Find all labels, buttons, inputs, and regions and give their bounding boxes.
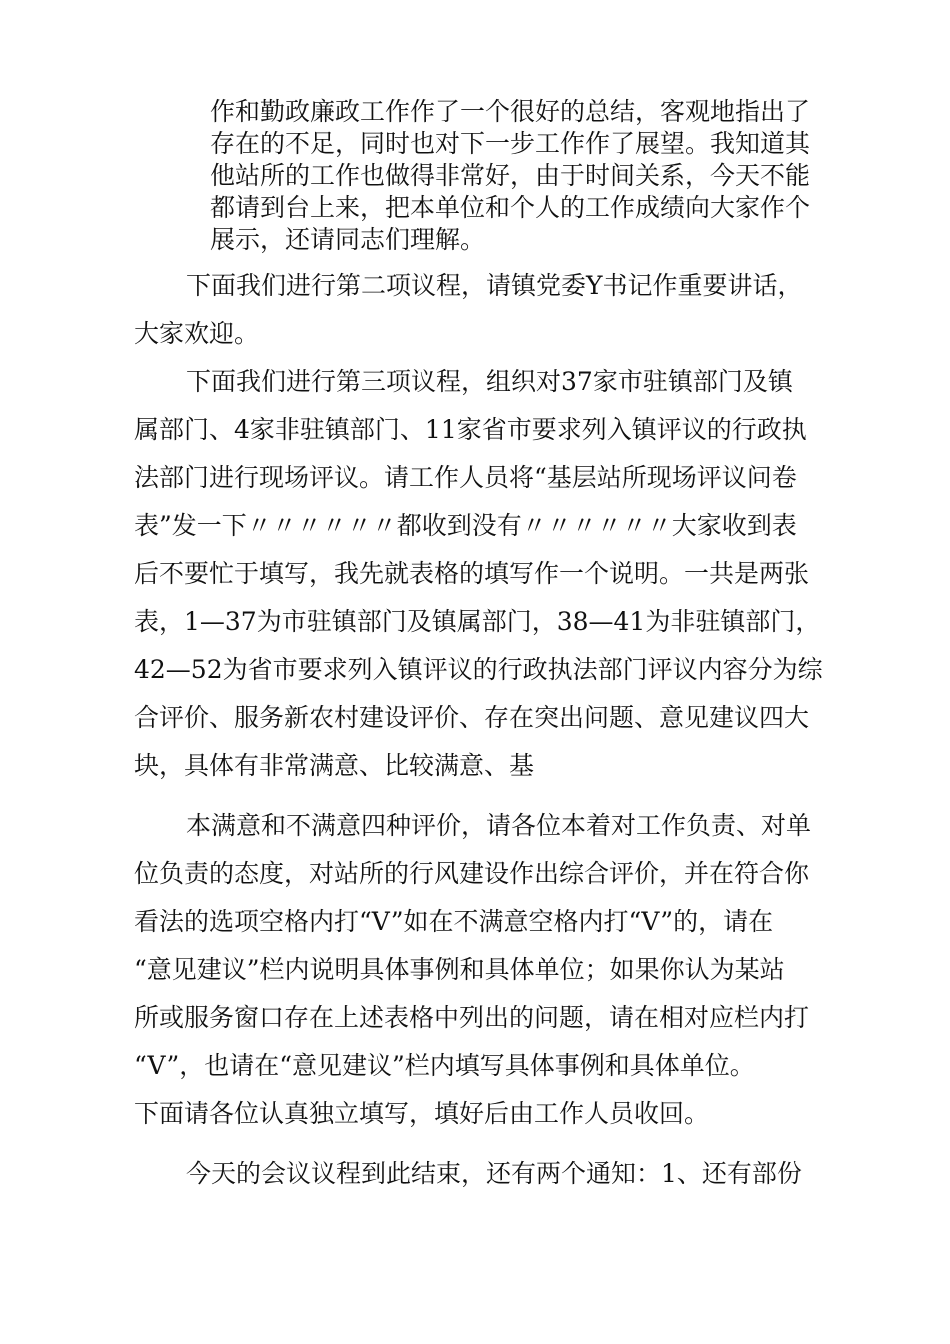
indented-quote-block	[210, 96, 830, 256]
quote-line: 他站所的工作也做得非常好，由于时间关系，今天不能	[210, 161, 811, 190]
paragraph-line: 看法的选项空格内打“V”如在不满意空格内打“V”的，请在	[134, 907, 774, 936]
quote-line: 作和勤政廉政工作作了一个很好的总结，客观地指出了	[210, 97, 811, 126]
paragraph-line: 表，1—37为市驻镇部门及镇属部门，38—41为非驻镇部门，	[134, 607, 821, 636]
paragraph-line: 今天的会议议程到此结束，还有两个通知：1、还有部份	[186, 1159, 802, 1188]
paragraph-second-agenda	[134, 262, 834, 358]
paragraph-line: 表”发一下〃〃〃〃〃〃都收到没有〃〃〃〃〃〃大家收到表	[134, 511, 797, 540]
paragraph-third-agenda	[134, 358, 834, 790]
paragraph-line: 下面我们进行第三项议程，组织对37家市驻镇部门及镇	[186, 367, 793, 396]
quote-line: 都请到台上来，把本单位和个人的工作成绩向大家作个	[210, 193, 811, 222]
quote-line: 存在的不足，同时也对下一步工作作了展望。我知道其	[210, 129, 811, 158]
paragraph-line: 大家欢迎。	[134, 319, 260, 348]
paragraph-line: 块，具体有非常满意、比较满意、基	[134, 751, 535, 780]
paragraph-line: 所或服务窗口存在上述表格中列出的问题，请在相对应栏内打	[134, 1003, 810, 1032]
paragraph-line: “V”，也请在“意见建议”栏内填写具体事例和具体单位。	[134, 1051, 755, 1080]
paragraph-line: 合评价、服务新农村建设评价、存在突出问题、意见建议四大	[134, 703, 810, 732]
paragraph-line: 属部门、4家非驻镇部门、11家省市要求列入镇评议的行政执	[134, 415, 807, 444]
quote-line: 展示，还请同志们理解。	[210, 225, 486, 254]
paragraph-line: 后不要忙于填写，我先就表格的填写作一个说明。一共是两张	[134, 559, 810, 588]
paragraph-line: 下面请各位认真独立填写，填好后由工作人员收回。	[134, 1099, 710, 1128]
paragraph-line: “意见建议”栏内说明具体事例和具体单位；如果你认为某站	[134, 955, 785, 984]
paragraph-line: 法部门进行现场评议。请工作人员将“基层站所现场评议问卷	[134, 463, 797, 492]
paragraph-line: 42—52为省市要求列入镇评议的行政执法部门评议内容分为综	[134, 655, 823, 684]
paragraph-line: 下面我们进行第二项议程，请镇党委Y书记作重要讲话，	[186, 271, 803, 300]
paragraph-line: 本满意和不满意四种评价，请各位本着对工作负责、对单	[186, 811, 812, 840]
paragraph-evaluation-instructions	[134, 802, 834, 1138]
paragraph-line: 位负责的态度，对站所的行风建设作出综合评价，并在符合你	[134, 859, 810, 888]
paragraph-closing-notice	[134, 1150, 834, 1198]
